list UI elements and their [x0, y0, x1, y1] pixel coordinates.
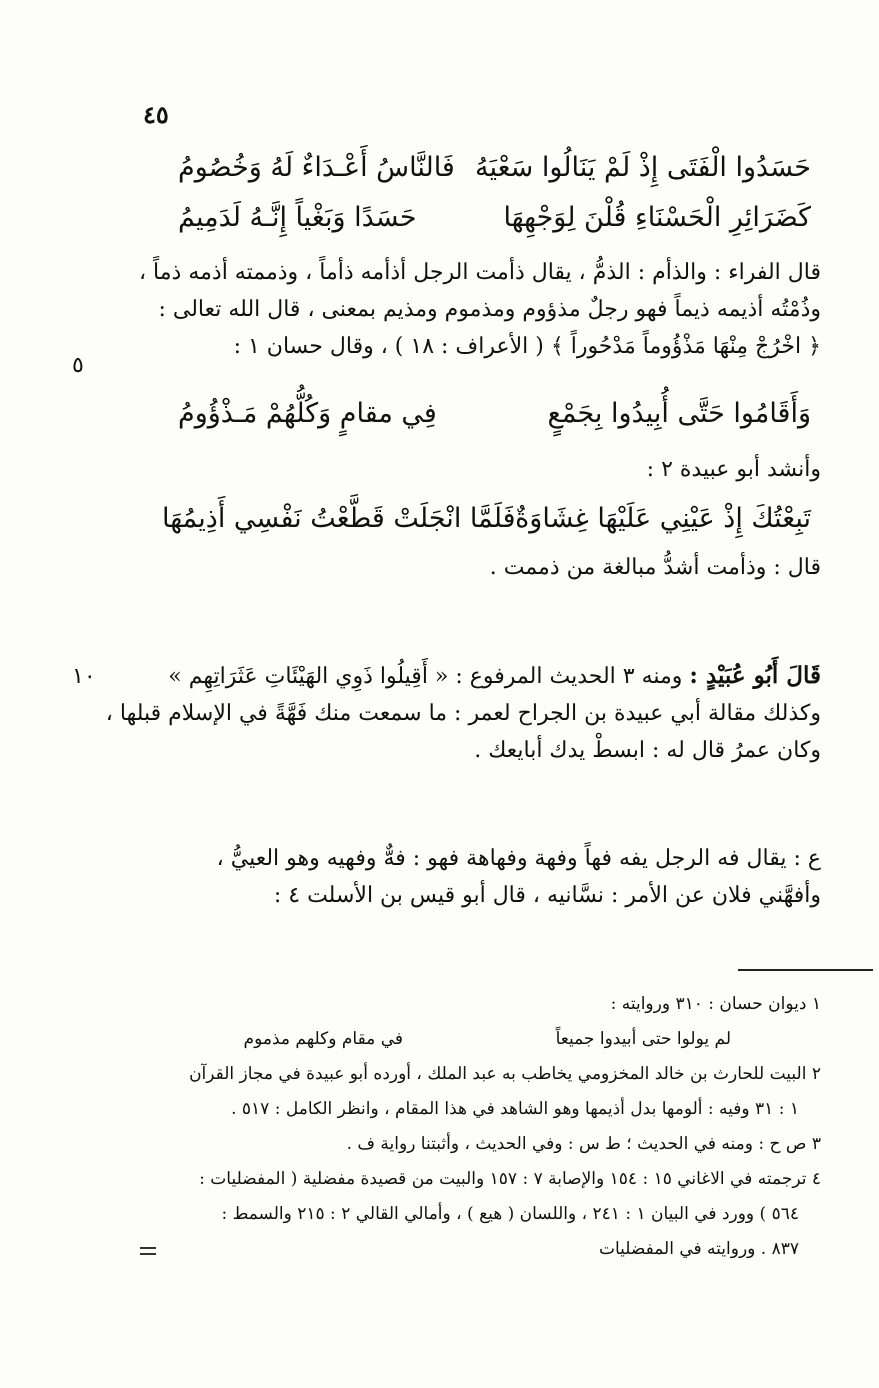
page-number: ٤٥	[143, 100, 169, 129]
footnote-1-verse: لم يولوا حتى أبيدوا جميعاً في مقام وكلهم مذموم	[243, 1029, 731, 1049]
hemistich: كَضَرَائِرِ الْحَسْنَاءِ قُلْنَ لِوَجْهِهَا	[503, 202, 811, 233]
hemistich: تَبِعْتُكَ إِذْ عَيْنِي عَلَيْهَا غِشَاوَةٌ	[515, 503, 811, 534]
footnote-4-cont: ٨٣٧ . وروايته في المفضليات	[598, 1239, 799, 1259]
verse-1-line-2	[178, 202, 811, 242]
hemistich: حَسَدًا وَبَغْياً إِنَّـهُ لَدَمِيمُ	[178, 202, 417, 233]
hemistich: فَالنَّاسُ أَعْـدَاءٌ لَهُ وَخُصُومُ	[178, 152, 455, 183]
hemistich: وَأَقَامُوا حَتَّى أُبِيدُوا بِجَمْعٍ	[547, 398, 811, 429]
footnote-4: ٤ ترجمته في الاغاني ١٥ : ١٥٤ والإصابة ٧ : ١٥٧ والبيت من قصيدة مفضلية ( المفضليات :	[199, 1169, 821, 1189]
verse-2	[178, 398, 811, 438]
section-first-line: قَالَ أَبُو عُبَيْدٍ : ومنه ٣ الحديث المرفوع : « أَقِيلُوا ذَوِي الهَيْئَاتِ عَثَرَاتِهِم »	[168, 662, 821, 689]
verse-1-line-1	[178, 152, 811, 192]
hemistich: فِي مقامٍ وَكُلُّهُمْ مَـذْؤُومُ	[178, 398, 437, 429]
text-line: ﴿ اخْرُجْ مِنْهَا مَذْؤُوماً مَدْحُوراً ﴾ ( الأعراف : ١٨ ) ، وقال حسان ١ :	[233, 334, 821, 359]
paragraph-ain	[101, 840, 821, 914]
text-line: وكان عمرُ قال له : ابسطْ يدك أبايعك .	[474, 738, 821, 763]
footnote-2-cont: ١ : ٣١ وفيه : ألومها بدل أذيمها وهو الشاهد في هذا المقام ، وانظر الكامل : ٥١٧ .	[231, 1099, 799, 1119]
line-qal: قال : وذأمت أشدُّ مبالغة من ذممت .	[489, 555, 821, 580]
text-line: وأفهَّني فلان عن الأمر : نسَّانيه ، قال أبو قيس بن الأسلت ٤ :	[273, 883, 821, 908]
text-line: وذُمْتُه أذيمه ذيماً فهو رجلٌ مذؤوم ومذموم ومذيم بمعنى ، قال الله تعالى :	[158, 297, 821, 322]
intro-abu-ubayda: وأنشد أبو عبيدة ٢ :	[646, 457, 821, 482]
hemistich: حَسَدُوا الْفَتَى إِذْ لَمْ يَنَالُوا سَعْيَهُ	[475, 152, 811, 183]
end-mark	[140, 1247, 156, 1249]
verse-3	[162, 503, 811, 543]
footnote-2: ٢ البيت للحارث بن خالد المخزومي يخاطب به عبد الملك ، أورده أبو عبيدة في مجاز القرآن	[189, 1064, 821, 1084]
footnote-3: ٣ ص ح : ومنه في الحديث ؛ ط س : وفي الحديث ، وأثبتنا رواية ف .	[346, 1134, 821, 1154]
footnotes	[101, 987, 821, 1267]
section-heading: قَالَ أَبُو عُبَيْدٍ :	[689, 662, 821, 689]
footnote-1: ١ ديوان حسان : ٣١٠ وروايته :	[610, 994, 821, 1014]
footnote-separator	[738, 969, 873, 971]
text-line: ع : يقال فه الرجل يفه فهاً وفهة وفهاهة فهو : فهٌّ وفهيه وهو العييُّ ،	[216, 846, 821, 871]
margin-line-number: ١٠	[72, 664, 96, 689]
hemistich: فَلَمَّا انْجَلَتْ قَطَّعْتُ نَفْسِي أَذِيمُهَا	[162, 503, 516, 534]
section-abu-ubayd	[101, 657, 821, 769]
footnote-4-cont: ٥٦٤ ) وورد في البيان ١ : ٢٤١ ، واللسان ( هيع ) ، وأمالي القالي ٢ : ٢١٥ والسمط :	[221, 1204, 799, 1224]
paragraph-farra	[101, 254, 821, 365]
margin-line-number: ٥	[72, 353, 84, 378]
text-line: قال الفراء : والذأم : الذمُّ ، يقال ذأمت الرجل أذأمه ذأماً ، وذممته أذمه ذماً ،	[138, 260, 821, 285]
text-line: وكذلك مقالة أبي عبيدة بن الجراح لعمر : ما سمعت منك فَهَّةً في الإسلام قبلها ،	[105, 701, 821, 726]
